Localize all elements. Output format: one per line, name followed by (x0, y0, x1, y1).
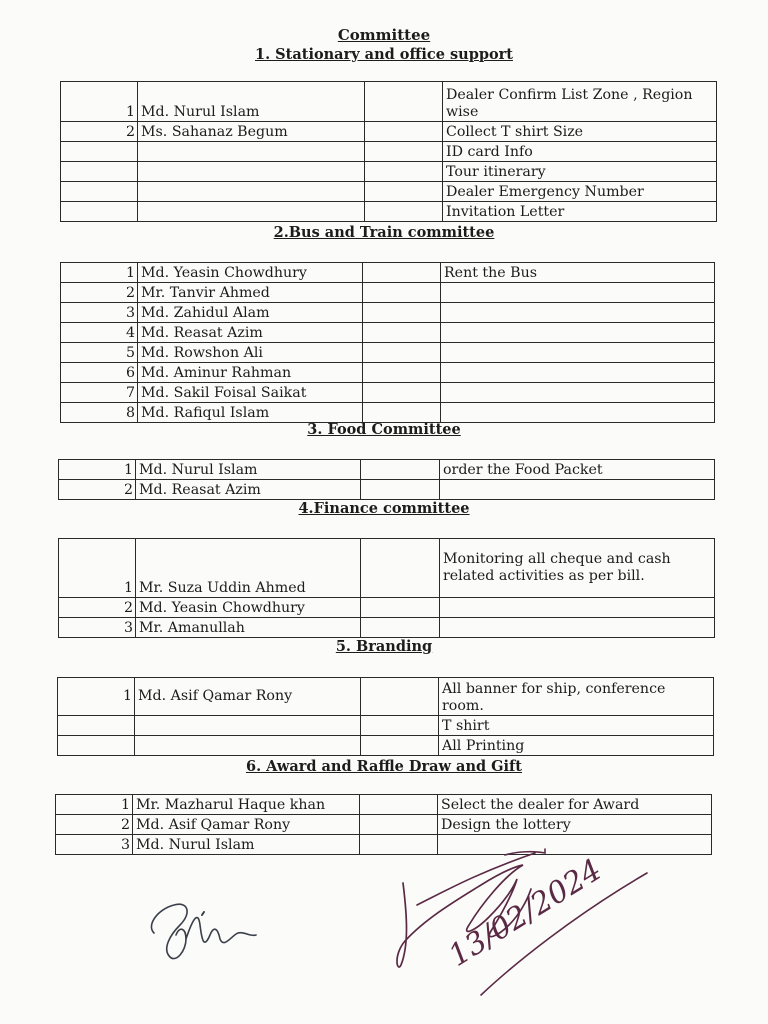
member-name: Md. Rowshon Ali (138, 343, 363, 363)
row-number: 2 (56, 815, 133, 835)
member-name: Mr. Mazharul Haque khan (133, 795, 360, 815)
table-row (61, 122, 717, 142)
member-name: Mr. Amanullah (136, 618, 361, 638)
table-row (59, 618, 715, 638)
row-number (61, 142, 138, 162)
blank-cell (361, 460, 440, 480)
table-row (61, 82, 717, 122)
member-name: Md. Aminur Rahman (138, 363, 363, 383)
row-number (61, 202, 138, 222)
member-name: Mr. Suza Uddin Ahmed (136, 539, 361, 598)
table-row (61, 343, 715, 363)
blank-cell (361, 598, 440, 618)
member-name: Md. Asif Qamar Rony (133, 815, 360, 835)
row-number: 1 (59, 539, 136, 598)
blank-cell (363, 283, 441, 303)
task-cell (440, 480, 715, 500)
blank-cell (365, 142, 443, 162)
row-number: 1 (59, 460, 136, 480)
blank-cell (361, 678, 439, 716)
blank-cell (365, 182, 443, 202)
task-cell: Invitation Letter (443, 202, 717, 222)
table-row (61, 403, 715, 423)
table-row (59, 539, 715, 598)
row-number: 3 (61, 303, 138, 323)
member-name: Md. Reasat Azim (138, 323, 363, 343)
member-name (138, 142, 365, 162)
row-number: 2 (59, 480, 136, 500)
blank-cell (363, 323, 441, 343)
blank-cell (365, 122, 443, 142)
member-name: Md. Rafiqul Islam (138, 403, 363, 423)
blank-cell (361, 716, 439, 736)
task-cell: Dealer Confirm List Zone , Region wise (443, 82, 717, 122)
task-cell: All banner for ship, conference room. (439, 678, 714, 716)
blank-cell (365, 82, 443, 122)
row-number: 7 (61, 383, 138, 403)
row-number: 1 (58, 678, 135, 716)
table-finance (58, 538, 715, 638)
row-number: 3 (59, 618, 136, 638)
row-number (58, 716, 135, 736)
task-cell: Select the dealer for Award (438, 795, 712, 815)
blank-cell (363, 263, 441, 283)
section-title-stationary: 1. Stationary and office support (255, 46, 513, 63)
blank-cell (360, 795, 438, 815)
row-number: 6 (61, 363, 138, 383)
member-name: Md. Nurul Islam (138, 82, 365, 122)
blank-cell (361, 539, 440, 598)
row-number: 2 (61, 283, 138, 303)
blank-cell (363, 403, 441, 423)
row-number: 5 (61, 343, 138, 363)
task-cell: ID card Info (443, 142, 717, 162)
signature-left (140, 895, 260, 970)
table-row (61, 303, 715, 323)
task-cell: Tour itinerary (443, 162, 717, 182)
task-cell (440, 618, 715, 638)
table-row (59, 460, 715, 480)
table-row (59, 598, 715, 618)
task-cell (441, 343, 715, 363)
member-name: Md. Reasat Azim (136, 480, 361, 500)
task-cell: order the Food Packet (440, 460, 715, 480)
table-row (61, 182, 717, 202)
blank-cell (363, 383, 441, 403)
task-cell (441, 383, 715, 403)
blank-cell (363, 363, 441, 383)
task-cell: Collect T shirt Size (443, 122, 717, 142)
task-cell (441, 363, 715, 383)
signature-date: 13/02/2024 (442, 852, 608, 974)
section-title-branding: 5. Branding (335, 638, 433, 655)
row-number (58, 736, 135, 756)
member-name: Md. Nurul Islam (133, 835, 360, 855)
row-number: 2 (61, 122, 138, 142)
member-name: Md. Nurul Islam (136, 460, 361, 480)
table-row (56, 795, 712, 815)
row-number (61, 182, 138, 202)
section-title-food: 3. Food Committee (307, 421, 461, 438)
table-bus-train (60, 262, 715, 423)
section-title-award: 6. Award and Raffle Draw and Gift (245, 758, 522, 775)
row-number: 8 (61, 403, 138, 423)
blank-cell (361, 480, 440, 500)
table-row (61, 142, 717, 162)
member-name (138, 162, 365, 182)
table-row (58, 736, 714, 756)
row-number: 3 (56, 835, 133, 855)
signature-right (385, 845, 660, 1005)
table-row (61, 323, 715, 343)
row-number (61, 162, 138, 182)
table-row (61, 383, 715, 403)
member-name (135, 716, 361, 736)
row-number: 1 (61, 263, 138, 283)
table-row (56, 815, 712, 835)
blank-cell (365, 202, 443, 222)
member-name: Mr. Tanvir Ahmed (138, 283, 363, 303)
member-name (138, 182, 365, 202)
section-title-bus-train: 2.Bus and Train committee (273, 224, 495, 241)
member-name: Md. Yeasin Chowdhury (138, 263, 363, 283)
table-row (58, 716, 714, 736)
table-row (61, 162, 717, 182)
row-number: 4 (61, 323, 138, 343)
task-cell: Rent the Bus (441, 263, 715, 283)
table-row (61, 263, 715, 283)
task-cell (441, 403, 715, 423)
task-cell (441, 323, 715, 343)
blank-cell (363, 343, 441, 363)
task-cell (441, 303, 715, 323)
blank-cell (361, 736, 439, 756)
task-cell (440, 598, 715, 618)
member-name: Md. Zahidul Alam (138, 303, 363, 323)
row-number: 1 (56, 795, 133, 815)
blank-cell (363, 303, 441, 323)
document-title: Committee (337, 26, 431, 44)
section-title-finance: 4.Finance committee (298, 500, 470, 517)
table-row (61, 363, 715, 383)
member-name (138, 202, 365, 222)
member-name: Ms. Sahanaz Begum (138, 122, 365, 142)
task-cell: All Printing (439, 736, 714, 756)
table-row (61, 283, 715, 303)
task-cell (441, 283, 715, 303)
table-stationary (60, 81, 717, 222)
task-cell: Design the lottery (438, 815, 712, 835)
table-food (58, 459, 715, 500)
member-name: Md. Asif Qamar Rony (135, 678, 361, 716)
table-branding (57, 677, 714, 756)
member-name (135, 736, 361, 756)
blank-cell (360, 815, 438, 835)
member-name: Md. Yeasin Chowdhury (136, 598, 361, 618)
table-row (59, 480, 715, 500)
task-cell: T shirt (439, 716, 714, 736)
task-cell: Dealer Emergency Number (443, 182, 717, 202)
blank-cell (365, 162, 443, 182)
task-cell: Monitoring all cheque and cash related activities as per bill. (440, 539, 715, 598)
member-name: Md. Sakil Foisal Saikat (138, 383, 363, 403)
row-number: 1 (61, 82, 138, 122)
table-row (61, 202, 717, 222)
table-row (58, 678, 714, 716)
row-number: 2 (59, 598, 136, 618)
blank-cell (361, 618, 440, 638)
